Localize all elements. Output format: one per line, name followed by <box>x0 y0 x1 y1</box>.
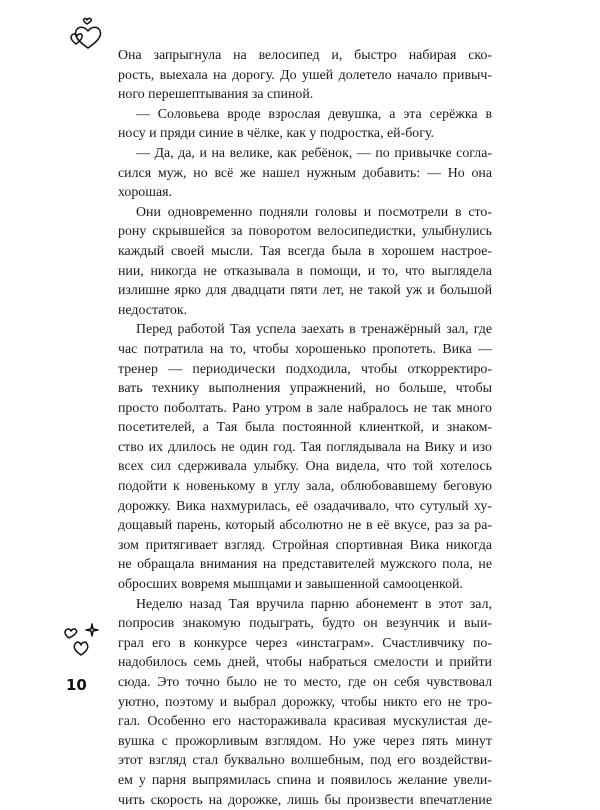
text-line: гал. Особенно его настораживала красивая мускулистая де- <box>118 714 492 730</box>
text-line: Перед работой Тая успела заехать в тренажёрный зал, где <box>136 322 492 338</box>
text-line: ного перешептывания за спиной. <box>118 87 314 103</box>
text-line: просто поболтать. Рано утром в зале набралось не так много <box>118 400 492 416</box>
text-line: посетителей, а Тая была постоянной клиенткой, и знаком- <box>118 420 492 436</box>
page-number: 10 <box>66 676 87 694</box>
text-line: вушка с прожорливым взглядом. Но уже через пять минут <box>118 733 492 749</box>
text-line: — Да, да, и на велике, как ребёнок, — по привычке согла- <box>136 145 492 161</box>
text-line: Она запрыгнула на велосипед и, быстро набирая ско- <box>118 48 492 63</box>
text-line: надобилось семь дней, чтобы набраться смелости и прийти <box>118 655 492 671</box>
heart-sparkle-decoration-icon <box>60 620 104 664</box>
text-line: сюда. Это точно было не то место, где он себя чувствовал <box>118 675 492 690</box>
text-line: — Соловьева вроде взрослая девушка, а эта серёжка в <box>136 106 492 122</box>
text-line: хорошая. <box>118 185 172 201</box>
text-line: чить скорость на дорожке, лишь бы произвести впечатление <box>118 792 492 808</box>
hearts-decoration-icon <box>66 14 110 58</box>
text-line: обросших вовремя мышцами и завышенной самооценкой. <box>118 577 463 593</box>
text-line: рость, выехала на дорогу. До ушей долетело начало привыч- <box>118 67 492 83</box>
text-line: подойти к новенькому в углу зала, облюбовавшему беговую <box>118 479 492 495</box>
text-line: недостаток. <box>118 302 188 318</box>
text-line: излишне ярко для двадцати пяти лет, не такой уж и большой <box>118 283 492 299</box>
text-line: зом притягивает взгляд. Стройная спортивная Вика никогда <box>118 537 492 553</box>
text-line: этот взгляд стал буквально волшебным, под его воздействи- <box>118 753 492 769</box>
text-line: рону скрывшейся за поворотом велосипедистки, улыбнулись <box>118 224 492 240</box>
text-line: Они одновременно подняли головы и посмотрели в сто- <box>136 204 492 220</box>
text-line: тренер — периодически подходила, чтобы откорректиро- <box>118 361 492 377</box>
text-line: Неделю назад Тая вручила парню абонемент в этот зал, <box>136 596 492 612</box>
text-line: каждый своей мысли. Тая всегда была в хорошем настрое- <box>118 243 492 259</box>
text-line: сился муж, но всё же нашел нужным добавить: — Но она <box>118 165 492 181</box>
text-line: попросив знакомую подыграть, будто он везунчик и выи- <box>118 616 492 632</box>
body-text <box>118 46 492 810</box>
text-line: нии, никогда не отказывала в помощи, и то, что выглядела <box>118 263 492 279</box>
text-line: носу и пряди синие в чёлке, как у подростка, ей-богу. <box>118 126 434 142</box>
text-line: ство их длилось не один год. Тая поглядывала на Вику и изо <box>118 439 492 455</box>
text-line: час потратила на то, чтобы хорошенько пропотеть. Вика — <box>118 341 492 357</box>
text-line: дорожку. Вика нахмурилась, её озадачивало, что сутулый ху- <box>118 498 492 514</box>
text-line: уютно, поэтому и выбрал дорожку, чтобы никто его не тро- <box>118 694 492 710</box>
text-line: ем у парня выпрямилась спина и появилось желание увели- <box>118 772 492 788</box>
text-line: не обращала внимания на представителей мужского пола, не <box>118 557 492 573</box>
text-line: дощавый парень, который абсолютно не в её вкусе, раз за ра- <box>118 518 492 534</box>
text-line: всех сил сдерживала улыбку. Она видела, что той хотелось <box>118 459 492 475</box>
text-line: грал его в конкурсе через «инстаграм». Счастливчику по- <box>118 635 492 651</box>
text-line: вать технику выполнения упражнений, но больше, чтобы <box>118 381 492 397</box>
